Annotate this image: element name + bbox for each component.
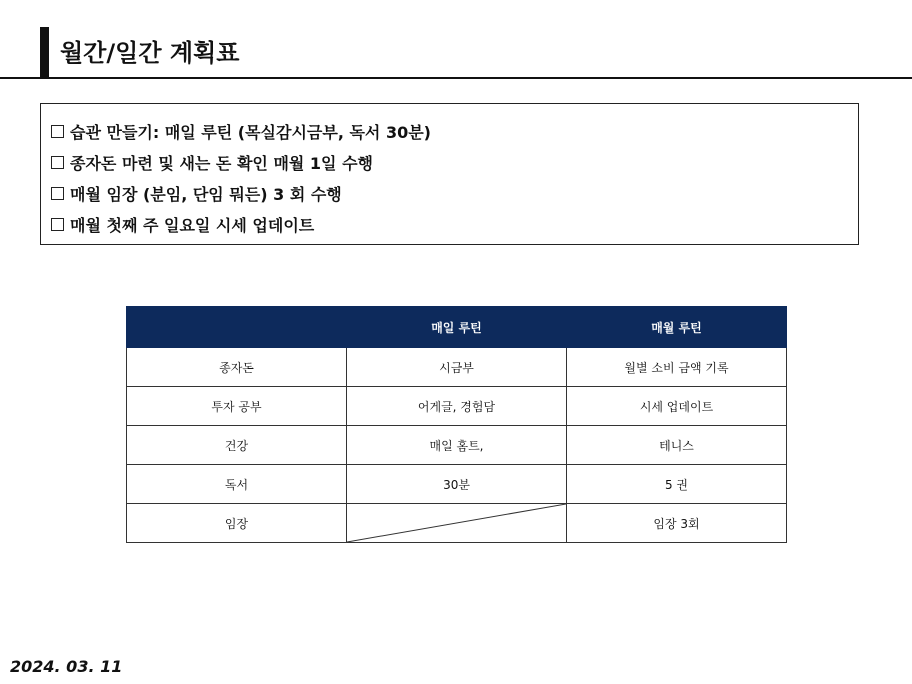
- header-category: [127, 307, 347, 348]
- title-divider: [0, 77, 912, 79]
- table-row: [127, 426, 787, 465]
- row-monthly: 5 권: [567, 465, 787, 504]
- empty-diagonal-cell: [347, 504, 567, 543]
- row-daily: 어게글, 경험담: [347, 387, 567, 426]
- table-header-row: [127, 307, 787, 348]
- checklist-item-text: 종자돈 마련 및 새는 돈 확인 매월 1일 수행: [70, 154, 373, 173]
- checkbox-icon: [51, 125, 64, 138]
- checklist-item: [51, 209, 858, 240]
- row-daily: 매일 홈트,: [347, 426, 567, 465]
- table-row: [127, 387, 787, 426]
- row-category: 독서: [127, 465, 347, 504]
- header-daily-routine: 매일 루틴: [347, 307, 567, 348]
- row-daily: 30분: [347, 465, 567, 504]
- checklist-item-text: 매월 첫째 주 일요일 시세 업데이트: [70, 216, 315, 235]
- row-monthly: 임장 3회: [567, 504, 787, 543]
- page-title: 월간/일간 계획표: [60, 39, 240, 67]
- checklist-item: [51, 178, 858, 209]
- row-monthly: 시세 업데이트: [567, 387, 787, 426]
- goal-checklist: [40, 103, 859, 245]
- row-category: 투자 공부: [127, 387, 347, 426]
- table-row: [127, 504, 787, 543]
- checklist-item-text: 매월 임장 (분임, 단임 뭐든) 3 회 수행: [70, 185, 342, 204]
- diagonal-line: [347, 504, 566, 542]
- table-row: [127, 348, 787, 387]
- checklist-item: [51, 116, 858, 147]
- checkbox-icon: [51, 218, 64, 231]
- checkbox-icon: [51, 156, 64, 169]
- row-monthly: 테니스: [567, 426, 787, 465]
- checklist-item-text: 습관 만들기: 매일 루틴 (목실감시금부, 독서 30분): [70, 123, 431, 142]
- checklist-item: [51, 147, 858, 178]
- row-monthly: 월별 소비 금액 기록: [567, 348, 787, 387]
- row-category: 종자돈: [127, 348, 347, 387]
- checkbox-icon: [51, 187, 64, 200]
- document-date: 2024. 03. 11: [10, 657, 123, 676]
- routine-table: [126, 306, 787, 543]
- row-category: 건강: [127, 426, 347, 465]
- row-category: 임장: [127, 504, 347, 543]
- table-row: [127, 465, 787, 504]
- row-daily: 시금부: [347, 348, 567, 387]
- title-accent-bar: [40, 27, 49, 77]
- header-monthly-routine: 매월 루틴: [567, 307, 787, 348]
